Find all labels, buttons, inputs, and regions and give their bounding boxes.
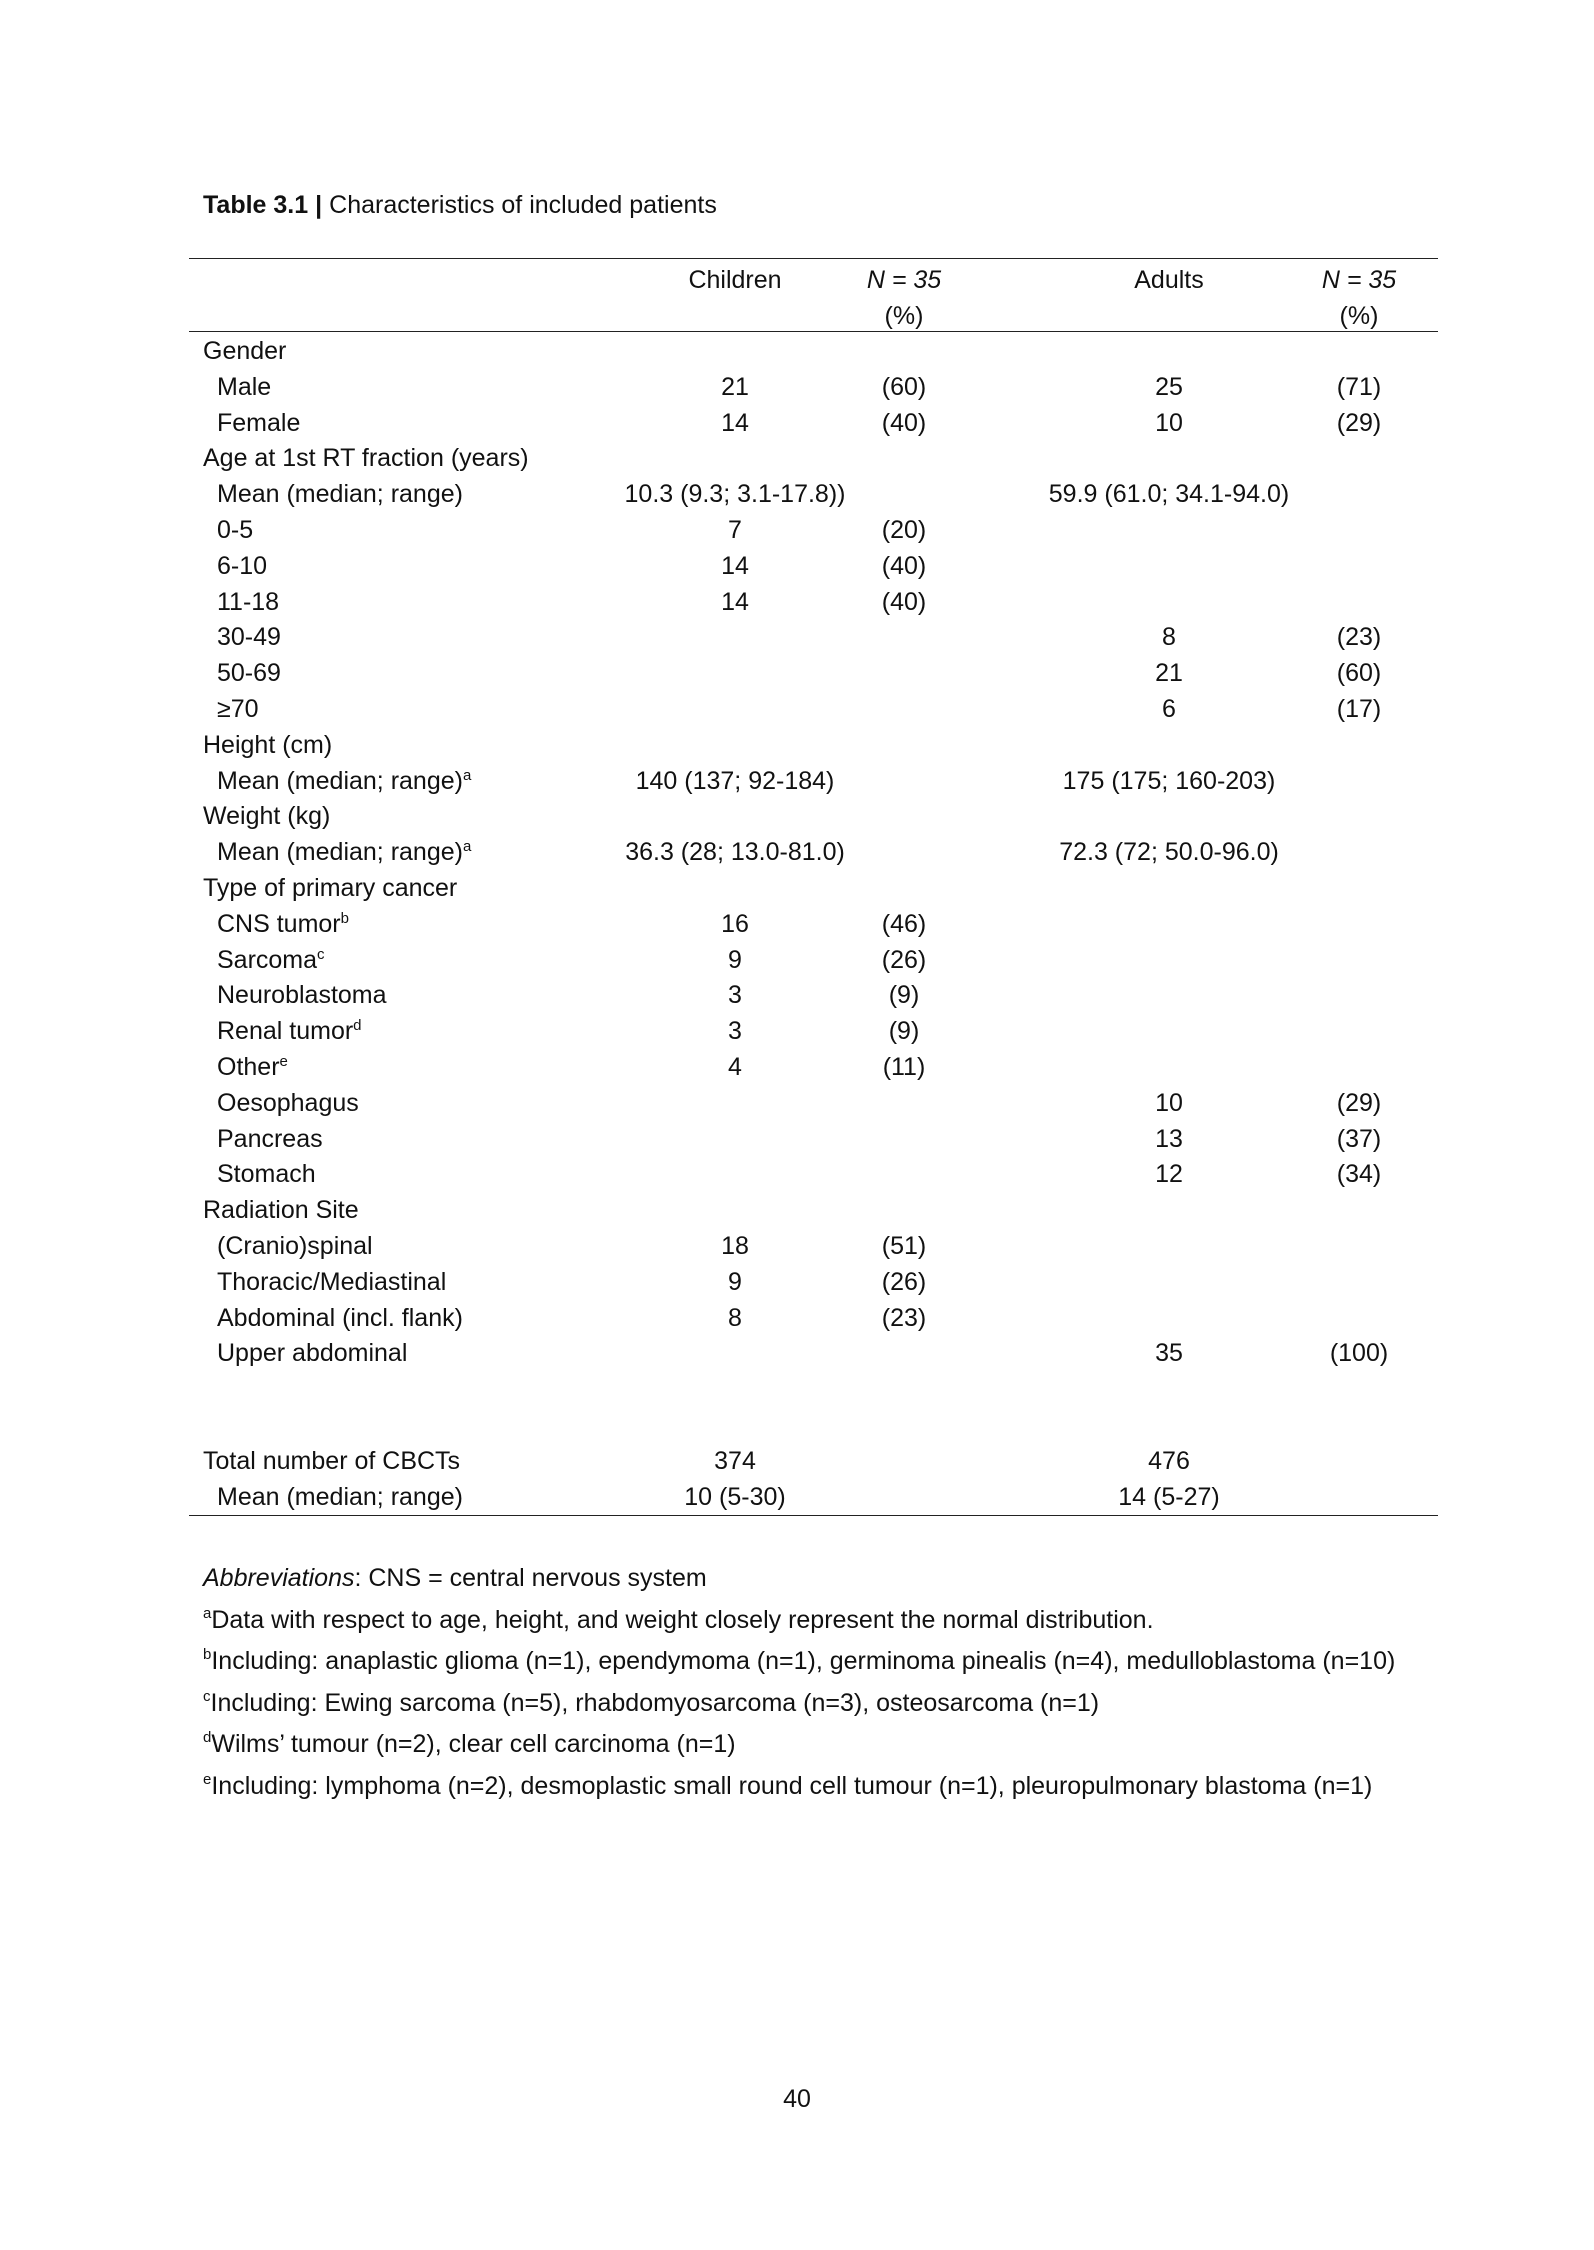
row-label — [217, 513, 253, 549]
row-label-text: Radiation Site — [203, 1196, 359, 1225]
cell-children: 374 — [714, 1446, 756, 1475]
row-label — [217, 1050, 288, 1086]
cell-children-pct: (9) — [888, 981, 920, 1010]
footnote-text: Wilms’ tumour (n=2), clear cell carcinoma (n=1) — [211, 1730, 736, 1758]
table-row — [189, 513, 1438, 549]
footnote-e — [203, 1766, 1428, 1808]
table-row — [189, 441, 1438, 477]
footnote-marker: d — [353, 1017, 362, 1035]
cell-children: 9 — [728, 1267, 742, 1296]
cell-children: 3 — [728, 981, 742, 1010]
cell-children-pct: (60) — [881, 372, 927, 401]
cell-children: 36.3 (28; 13.0-81.0) — [625, 838, 845, 867]
table-header — [189, 262, 1438, 328]
header-children-pct: (%) — [884, 302, 924, 330]
row-label — [203, 1193, 359, 1229]
table-row — [189, 585, 1438, 621]
cell-adults-pct: (60) — [1336, 659, 1382, 688]
row-label — [217, 1157, 316, 1193]
cell-children-pct: (23) — [881, 1303, 927, 1332]
cell-adults: 10 — [1155, 408, 1183, 437]
row-label-text: 0-5 — [217, 515, 254, 544]
cell-adults: 10 — [1155, 1088, 1183, 1117]
row-label-text: Abdominal (incl. flank) — [217, 1303, 463, 1332]
row-label-text: Mean (median; range) — [217, 838, 463, 867]
row-label — [217, 1229, 373, 1265]
cell-adults-pct: (23) — [1336, 623, 1382, 652]
row-label — [217, 585, 279, 621]
cell-adults-pct: (100) — [1329, 1339, 1389, 1368]
footnote-mark: a — [203, 1604, 212, 1622]
row-label — [217, 370, 271, 406]
cell-children-pct: (40) — [881, 551, 927, 580]
table-notes — [203, 1558, 1428, 1807]
row-label — [203, 1444, 460, 1480]
row-label — [203, 728, 332, 764]
row-label-text: ≥70 — [217, 694, 259, 723]
row-label — [217, 835, 471, 871]
row-label-text: Height (cm) — [203, 730, 333, 759]
cell-children: 9 — [728, 945, 742, 974]
row-label-text: Mean (median; range) — [217, 480, 463, 509]
row-label — [217, 1122, 323, 1158]
cell-children: 3 — [728, 1017, 742, 1046]
cell-children: 18 — [721, 1231, 749, 1260]
caption-separator: | — [315, 191, 323, 219]
row-label-text: Gender — [203, 337, 287, 365]
footnote-marker: e — [279, 1052, 288, 1070]
footnote-marker: a — [462, 766, 472, 784]
table-row — [189, 1229, 1438, 1265]
row-label — [217, 1265, 446, 1301]
cell-adults-pct: (29) — [1336, 408, 1382, 437]
table-row — [189, 1014, 1438, 1050]
table-bottom-rule — [189, 1515, 1438, 1516]
cell-children-pct: (11) — [882, 1052, 926, 1081]
footnote-text: Including: Ewing sarcoma (n=5), rhabdomyosarcoma (n=3), osteosarcoma (n=1) — [210, 1688, 1100, 1717]
row-label-text: Age at 1st RT fraction (years) — [203, 444, 529, 473]
header-adults-label: Adults — [1134, 266, 1204, 294]
cell-adults: 8 — [1162, 623, 1176, 652]
cell-children-pct: (46) — [881, 909, 927, 938]
cell-children-pct: (51) — [881, 1231, 927, 1260]
table-row — [189, 1336, 1438, 1372]
footnote-text: Data with respect to age, height, and weight closely represent the normal distribution. — [211, 1605, 1154, 1634]
table-row — [189, 370, 1438, 406]
row-label-text: Thoracic/Mediastinal — [217, 1267, 447, 1296]
footnote-mark: c — [203, 1687, 211, 1705]
cell-children: 4 — [728, 1052, 742, 1081]
row-label — [203, 441, 529, 477]
footnote-text: Including: anaplastic glioma (n=1), ependymoma (n=1), germinoma pinealis (n=4), medulloblastoma (n=10) — [211, 1647, 1396, 1675]
footnote-text: Including: lymphoma (n=2), desmoplastic small round cell tumour (n=1), pleuropulmonary blastoma (n=1) — [211, 1771, 1373, 1800]
header-children-label: Children — [688, 266, 782, 294]
header-adults-n — [1279, 262, 1439, 334]
cell-children: 14 — [721, 587, 749, 616]
table-caption — [203, 188, 717, 222]
table-row — [189, 978, 1438, 1014]
cell-children: 8 — [728, 1303, 742, 1332]
row-label — [203, 799, 330, 835]
row-label-text: Pancreas — [217, 1124, 323, 1153]
footnote-mark: d — [203, 1729, 212, 1746]
row-label — [217, 1086, 359, 1122]
table-caption-label: Table 3.1 — [203, 191, 309, 219]
row-label-text: Weight (kg) — [203, 802, 331, 831]
table-body — [189, 334, 1438, 1515]
table-caption-text: Characteristics of included patients — [329, 191, 717, 219]
table-row — [189, 692, 1438, 728]
footnote-a — [203, 1600, 1428, 1642]
cell-adults: 59.9 (61.0; 34.1-94.0) — [1048, 480, 1290, 509]
cell-children-pct: (26) — [881, 945, 927, 974]
header-adults-pct: (%) — [1339, 302, 1379, 330]
footnote-marker: c — [317, 945, 325, 963]
footnote-mark: b — [203, 1646, 212, 1663]
cell-children-pct: (9) — [888, 1017, 920, 1046]
row-label — [217, 549, 267, 585]
cell-adults: 35 — [1155, 1339, 1183, 1368]
row-label — [217, 1480, 463, 1516]
row-label-text: Neuroblastoma — [217, 981, 387, 1010]
row-label — [203, 871, 457, 907]
cell-children-pct: (26) — [881, 1267, 927, 1296]
row-label — [217, 764, 471, 800]
cell-adults: 175 (175; 160-203) — [1062, 766, 1276, 795]
row-label-text: Mean (median; range) — [217, 766, 463, 795]
cell-adults-pct: (17) — [1336, 694, 1382, 723]
cell-adults: 21 — [1155, 659, 1183, 688]
row-label-text: CNS tumor — [217, 909, 341, 938]
table-row — [189, 1265, 1438, 1301]
cell-children: 10 (5-30) — [684, 1482, 786, 1511]
row-label-text: Type of primary cancer — [203, 873, 458, 902]
row-label-text: Sarcoma — [217, 945, 318, 974]
table-row — [189, 620, 1438, 656]
cell-children: 10.3 (9.3; 3.1-17.8)) — [624, 480, 846, 509]
cell-children: 16 — [721, 909, 749, 938]
table-row — [189, 871, 1438, 907]
cell-adults: 476 — [1148, 1446, 1190, 1475]
table-row — [189, 1193, 1438, 1229]
cell-children: 7 — [728, 515, 742, 544]
abbreviations-note — [203, 1558, 1428, 1600]
footnote-marker: b — [340, 909, 349, 927]
row-label — [217, 406, 300, 442]
cell-adults-pct: (37) — [1336, 1124, 1382, 1153]
row-label-text: Female — [217, 408, 301, 437]
row-label-text: Other — [217, 1052, 280, 1081]
row-label-text: Upper abdominal — [217, 1339, 408, 1368]
table-row — [189, 764, 1438, 800]
row-label — [217, 1301, 463, 1337]
row-label-text: Mean (median; range) — [217, 1482, 463, 1511]
cell-adults: 25 — [1155, 372, 1183, 401]
table-row — [189, 1086, 1438, 1122]
cell-children-pct: (40) — [881, 587, 927, 616]
abbreviations-text: : CNS = central nervous system — [354, 1564, 707, 1592]
table-row — [189, 406, 1438, 442]
cell-adults: 6 — [1162, 694, 1176, 723]
table-row — [189, 1157, 1438, 1193]
row-label-text: 50-69 — [217, 659, 281, 688]
cell-adults-pct: (71) — [1336, 372, 1382, 401]
cell-children: 21 — [721, 372, 749, 401]
row-label — [217, 692, 259, 728]
cell-children-pct: (40) — [881, 408, 927, 437]
header-adults-n-label: N = 35 — [1321, 266, 1397, 294]
table-row — [189, 799, 1438, 835]
row-label-text: Stomach — [217, 1160, 316, 1189]
row-label — [217, 907, 349, 943]
table-top-rule — [189, 258, 1438, 259]
table-header-rule — [189, 331, 1438, 332]
cell-children-pct: (20) — [881, 515, 927, 544]
table-row — [189, 656, 1438, 692]
row-label — [203, 334, 286, 370]
footnote-b — [203, 1641, 1428, 1683]
row-label — [217, 477, 463, 513]
table-row — [189, 728, 1438, 764]
row-label — [217, 1336, 407, 1372]
row-label-text: Male — [217, 372, 272, 401]
table-row — [189, 1050, 1438, 1086]
table-row — [189, 477, 1438, 513]
table-row — [189, 334, 1438, 370]
row-label-text: 30-49 — [217, 623, 281, 652]
table-row — [189, 1480, 1438, 1516]
header-children-n-label: N = 35 — [866, 266, 942, 294]
row-label-text: 11-18 — [217, 587, 280, 616]
row-label-text: Renal tumor — [217, 1017, 354, 1046]
footnote-c — [203, 1683, 1428, 1725]
row-label — [217, 978, 387, 1014]
cell-adults: 72.3 (72; 50.0-96.0) — [1059, 838, 1279, 867]
row-label-text: Oesophagus — [217, 1088, 359, 1117]
row-label — [217, 1014, 362, 1050]
row-label-text: Total number of CBCTs — [203, 1446, 461, 1475]
page-number: 40 — [783, 2085, 811, 2113]
table-row — [189, 1122, 1438, 1158]
cell-children: 140 (137; 92-184) — [635, 766, 835, 795]
table-row — [189, 549, 1438, 585]
table-row — [189, 1444, 1438, 1480]
row-label-text: 6-10 — [217, 551, 268, 580]
cell-adults-pct: (29) — [1336, 1088, 1382, 1117]
cell-adults-pct: (34) — [1336, 1160, 1382, 1189]
footnote-mark: e — [203, 1770, 212, 1788]
cell-children: 14 — [721, 408, 749, 437]
table-row — [189, 907, 1438, 943]
table-row — [189, 1372, 1438, 1444]
cell-adults: 14 (5-27) — [1118, 1482, 1220, 1511]
cell-children: 14 — [721, 551, 749, 580]
cell-adults: 12 — [1155, 1160, 1183, 1189]
footnote-d — [203, 1724, 1428, 1766]
table-row — [189, 943, 1438, 979]
footnote-marker: a — [462, 838, 472, 856]
row-label — [217, 620, 281, 656]
cell-adults: 13 — [1155, 1124, 1183, 1153]
abbreviations-label: Abbreviations — [203, 1564, 355, 1592]
header-children-n — [824, 262, 984, 334]
table-row — [189, 1301, 1438, 1337]
row-label-text: (Cranio)spinal — [217, 1231, 373, 1260]
row-label — [217, 943, 325, 979]
row-label — [217, 656, 281, 692]
table-row — [189, 835, 1438, 871]
